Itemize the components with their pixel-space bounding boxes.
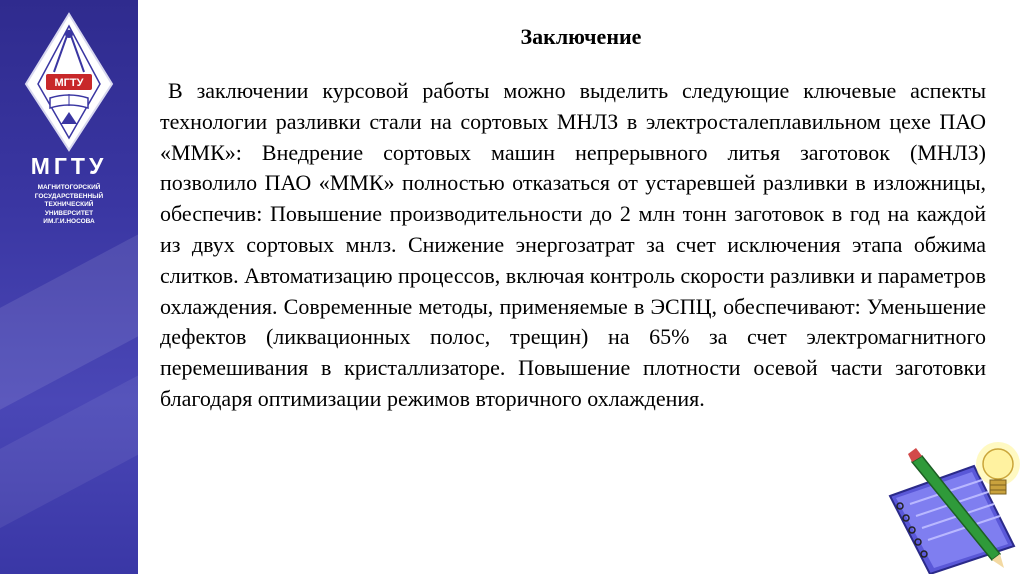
emblem-badge-text: МГТУ — [54, 77, 84, 89]
university-emblem-icon — [24, 12, 114, 152]
university-subtitle-line: ТЕХНИЧЕСКИЙ — [44, 201, 94, 208]
slide-title: Заключение — [520, 24, 642, 49]
university-subtitle — [0, 184, 138, 227]
university-subtitle-line: УНИВЕРСИТЕТ — [44, 209, 94, 217]
university-subtitle-line: ГОСУДАРСТВЕННЫЙ — [34, 192, 104, 200]
university-subtitle-line: МАГНИТОГОРСКИЙ — [37, 184, 101, 191]
university-name: МГТУ — [30, 153, 108, 179]
notebook-lightbulb-clipart-icon — [882, 426, 1024, 574]
left-sidebar-band — [0, 0, 138, 574]
university-subtitle-line: ИМ.Г.И.НОСОВА — [43, 218, 95, 225]
slide-body-text: В заключении курсовой работы можно выделить следующие ключевые аспекты технологии разливки стали на сортовых МНЛЗ в электросталеплавильном цехе ПАО «ММК»: Внедрение сортовых машин непрерывного литья заготовок (МНЛЗ) позволило ПАО «ММК» полностью отказаться от устаревшей разливки в изложницы, обеспечив: Повышение производительности до 2 млн тонн заготовок в год на каждой из двух сортовых мнлз. Снижение энергозатрат за счет исключения этапа обжима слитков. Автоматизацию процессов, включая контроль скорости разливки и параметров охлаждения. Современные методы, применяемые в ЭСПЦ, обеспечивают: Уменьшение дефектов (ликвационных полос, трещин) на 65% за счет электромагнитного перемешивания в кристаллизаторе. Повышение плотности осевой части заготовки благодаря оптимизации режимов вторичного охлаждения. — [160, 78, 986, 411]
